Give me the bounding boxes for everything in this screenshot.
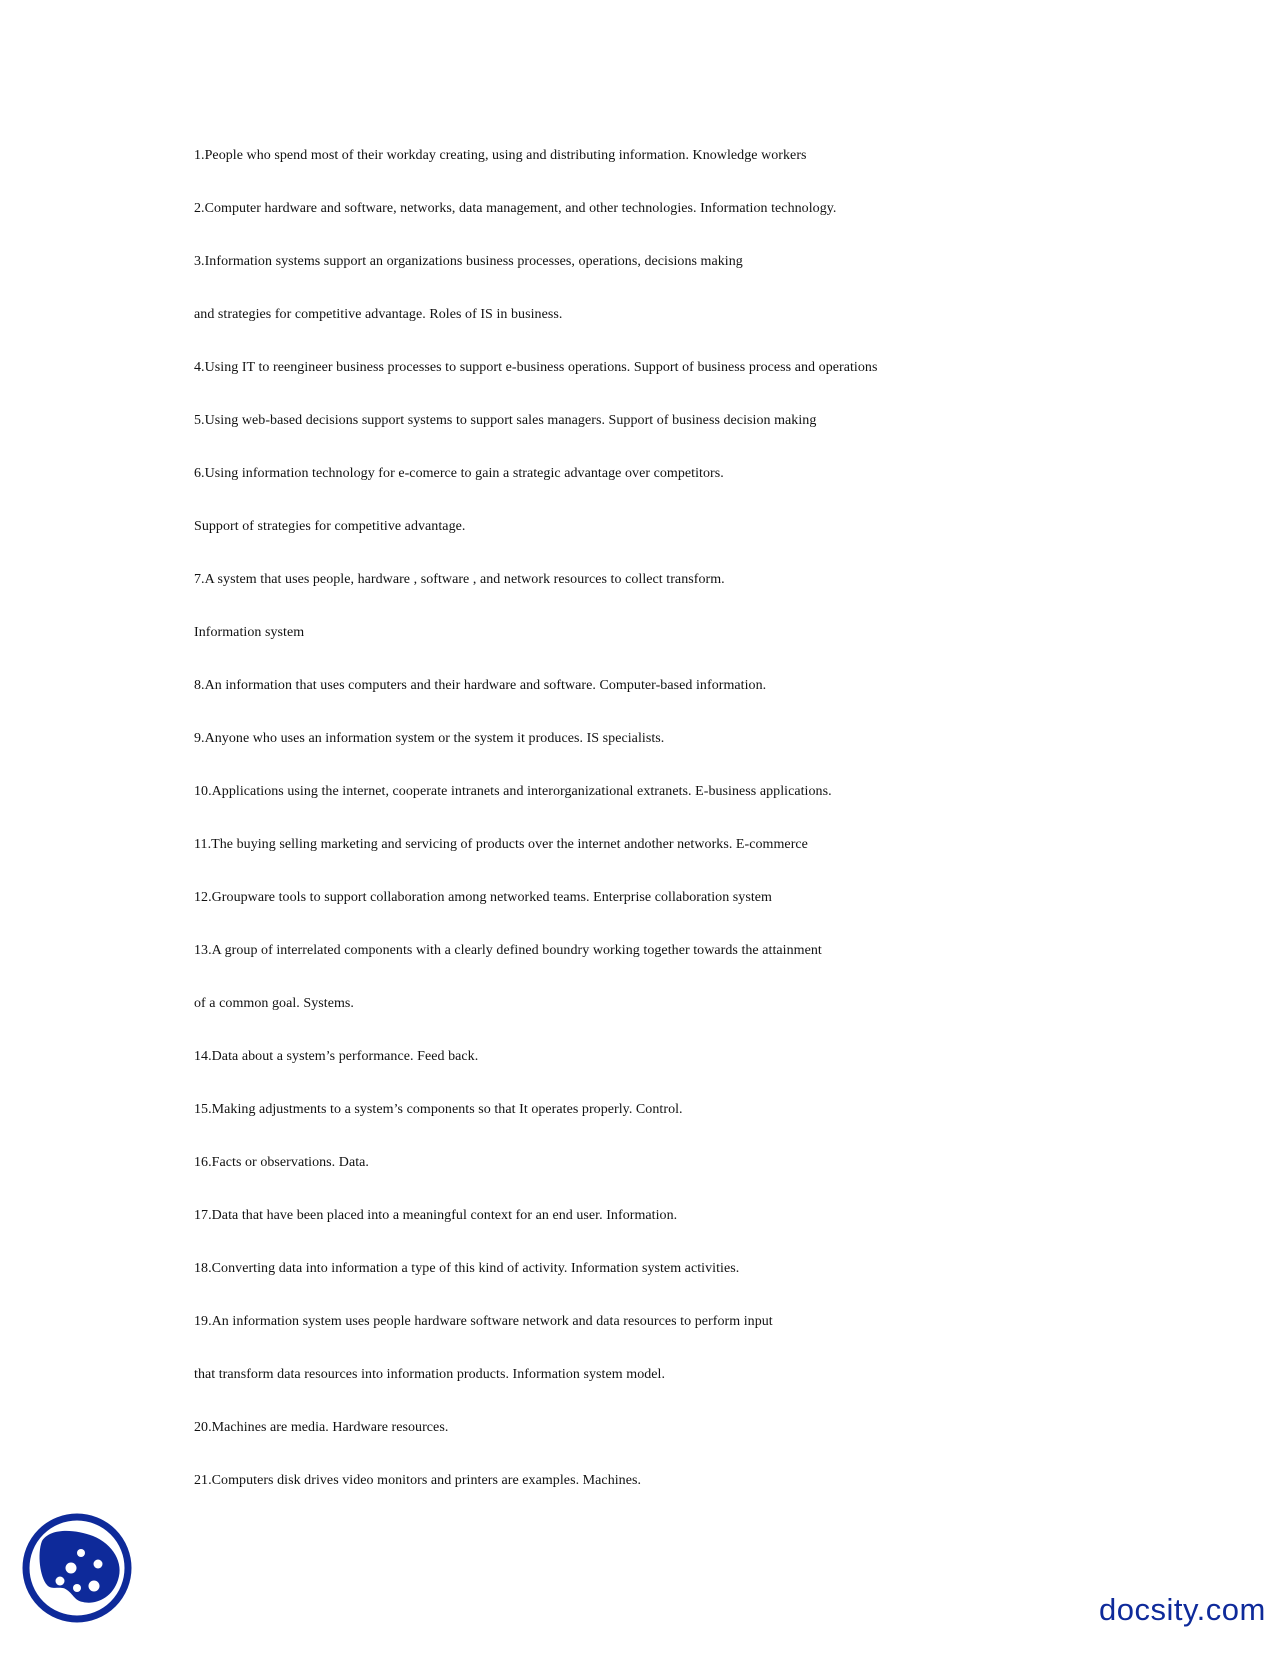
text-line-13: 10.Applications using the internet, cooperate intranets and interorganizational extranets. E-business applications. bbox=[194, 784, 832, 799]
text-line-16: 13.A group of interrelated components with a clearly defined boundry working together towards the attainment bbox=[194, 943, 822, 958]
text-line-21: 17.Data that have been placed into a meaningful context for an end user. Information. bbox=[194, 1208, 678, 1223]
text-line-23: 19.An information system uses people hardware software network and data resources to perform input bbox=[194, 1314, 773, 1329]
text-line-12: 9.Anyone who uses an information system or the system it produces. IS specialists. bbox=[194, 731, 665, 746]
text-line-26: 21.Computers disk drives video monitors and printers are examples. Machines. bbox=[194, 1473, 642, 1488]
text-line-15: 12.Groupware tools to support collaboration among networked teams. Enterprise collaboration system bbox=[194, 890, 772, 905]
text-line-2: 2.Computer hardware and software, networks, data management, and other technologies. Information technology. bbox=[194, 201, 837, 216]
text-line-6: 5.Using web-based decisions support systems to support sales managers. Support of business decision making bbox=[194, 413, 817, 428]
text-line-20: 16.Facts or observations. Data. bbox=[194, 1155, 369, 1170]
text-line-4: and strategies for competitive advantage. Roles of IS in business. bbox=[194, 307, 563, 322]
text-line-8: Support of strategies for competitive advantage. bbox=[194, 519, 466, 534]
text-line-24: that transform data resources into information products. Information system model. bbox=[194, 1367, 666, 1382]
text-line-22: 18.Converting data into information a type of this kind of activity. Information system activities. bbox=[194, 1261, 740, 1276]
text-line-17: of a common goal. Systems. bbox=[194, 996, 354, 1011]
text-line-25: 20.Machines are media. Hardware resources. bbox=[194, 1420, 449, 1435]
text-line-18: 14.Data about a system’s performance. Feed back. bbox=[194, 1049, 479, 1064]
text-line-1: 1.People who spend most of their workday creating, using and distributing information. Knowledge workers bbox=[194, 148, 807, 163]
text-line-7: 6.Using information technology for e-comerce to gain a strategic advantage over competitors. bbox=[194, 466, 724, 481]
text-line-9: 7.A system that uses people, hardware , software , and network resources to collect transform. bbox=[194, 572, 725, 587]
text-line-5: 4.Using IT to reengineer business processes to support e-business operations. Support of business process and operations bbox=[194, 360, 878, 375]
text-line-11: 8.An information that uses computers and their hardware and software. Computer-based information. bbox=[194, 678, 767, 693]
document-body bbox=[194, 146, 1194, 1524]
docsity-brand-text: docsity.com bbox=[1099, 1592, 1266, 1627]
text-line-19: 15.Making adjustments to a system’s components so that It operates properly. Control. bbox=[194, 1102, 683, 1117]
text-line-10: Information system bbox=[194, 625, 305, 640]
text-line-3: 3.Information systems support an organizations business processes, operations, decisions making bbox=[194, 254, 743, 269]
text-line-14: 11.The buying selling marketing and servicing of products over the internet andother networks. E-commerce bbox=[194, 837, 808, 852]
docsity-logo-icon bbox=[22, 1513, 132, 1623]
